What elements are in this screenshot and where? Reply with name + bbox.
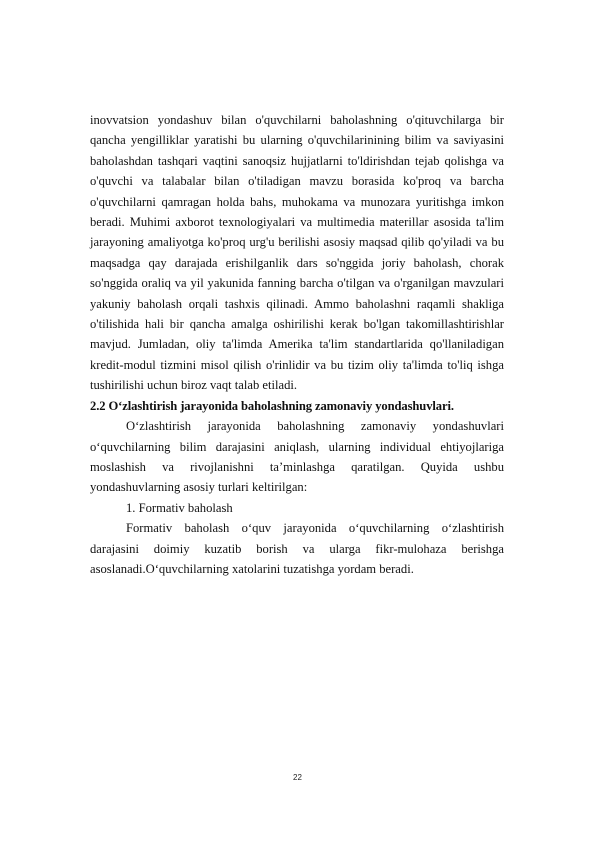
page-number: 22	[293, 773, 302, 782]
list-item: 1. Formativ baholash	[126, 500, 233, 515]
body-paragraph: Formativ baholash o‘quv jarayonida o‘quvchilarning o‘zlashtirish darajasini doimiy kuzatib borish va ularga fikr-mulohaza berishga asoslanadi.O‘quvchilarning xatolarini tuzatishga yordam beradi.	[90, 521, 504, 576]
body-paragraph: O‘zlashtirish jarayonida baholashning zamonaviy yondashuvlari o‘quvchilarning bilim darajasini aniqlash, ularning individual ehtiyojlariga moslashish va rivojlanishni ta’minlashga qaratilgan. Quyida ushbu yondashuvlarning asosiy turlari keltirilgan:	[90, 419, 504, 495]
section-heading: 2.2 O‘zlashtirish jarayonida baholashning zamonaviy yondashuvlari.	[90, 398, 454, 413]
body-paragraph: inovvatsion yondashuv bilan o'quvchilarni baholashning o'qituvchilarga bir qancha yengilliklar yaratishi bu ularning o'quvchilarinining bilim va saviyasini baholashdan tashqari vaqtini sanoqsiz hujjatlarni to'ldirishdan tejab qolishga va o'quvchi va talabalar bilan o'tiladigan mavzu borasida ko'proq va barcha o'quvchilarni qamragan holda bahs, muhokama va munozara yuritishga imkon beradi. Muhimi axborot texnologiyalari va multimedia materillar asosida ta'lim jarayoning amaliyotga ko'proq urg'u berilishi asosiy maqsad qilib qo'yiladi va bu maqsadga qay darajada erishilganlik dars so'nggida joriy baholash, chorak so'nggida oraliq va yil yakunida fanning barcha o'tilgan va o'rganilgan mavzulari yakuniy baholash orqali tashxis qilinadi. Ammo baholashni raqamli shakliga o'tilishida hali bir qancha amalga oshirilishi kerak bo'lgan takomillashtirishlar mavjud. Jumladan, oliy ta'limda Amerika ta'lim standartlarida qo'llaniladigan kredit-modul tizmini misol qilish o'rinlidir va bu tizim oliy ta'limda to'liq ishga tushirilishi uchun biroz vaqt talab etiladi.	[90, 113, 504, 393]
page-content	[90, 110, 504, 579]
